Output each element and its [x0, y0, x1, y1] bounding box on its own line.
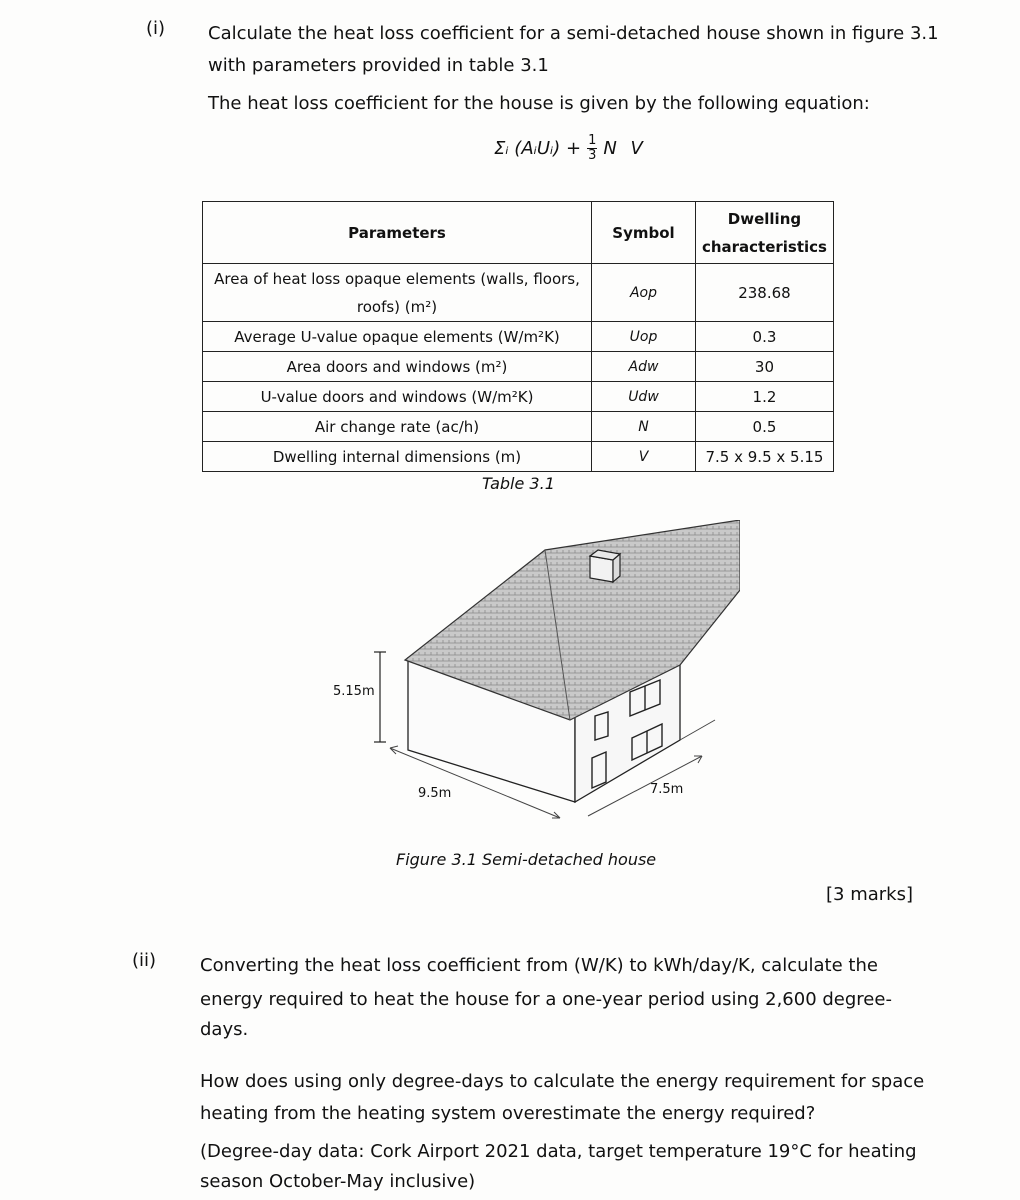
- symbol-cell: V: [592, 442, 696, 472]
- length-label: 9.5m: [418, 786, 452, 801]
- header-parameters: Parameters: [203, 202, 592, 264]
- param-cell: Dwelling internal dimensions (m): [203, 442, 592, 472]
- figure-caption: Figure 3.1 Semi-detached house: [396, 850, 657, 869]
- value-cell: 1.2: [695, 382, 833, 412]
- marks-label: [3 marks]: [826, 884, 913, 905]
- question-i-line-3: The heat loss coefficient for the house is given by the following equation:: [208, 93, 870, 114]
- height-dimension: [374, 652, 386, 742]
- param-cell: Area doors and windows (m²): [203, 352, 592, 382]
- parameters-table: [202, 201, 834, 472]
- question-ii-line-5: heating from the heating system overestimate the energy required?: [200, 1103, 816, 1124]
- param-cell: Area of heat loss opaque elements (walls, floors, roofs) (m²): [203, 264, 592, 322]
- width-label: 7.5m: [650, 782, 684, 797]
- fraction-numerator: 1: [588, 132, 597, 148]
- param-cell: Air change rate (ac/h): [203, 412, 592, 442]
- table-row: [203, 352, 834, 382]
- table-caption: Table 3.1: [482, 474, 555, 493]
- value-cell: 0.3: [695, 322, 833, 352]
- heat-loss-equation: [494, 131, 643, 165]
- symbol-cell: N: [592, 412, 696, 442]
- question-ii-line-4: How does using only degree-days to calculate the energy requirement for space: [200, 1071, 925, 1092]
- question-i-line-2: with parameters provided in table 3.1: [208, 55, 549, 76]
- height-label: 5.15m: [333, 684, 375, 699]
- value-cell: 0.5: [695, 412, 833, 442]
- equation-tail: N V: [603, 137, 643, 159]
- table-header-row: [203, 202, 834, 264]
- symbol-cell: Uop: [592, 322, 696, 352]
- symbol-cell: Aop: [592, 264, 696, 322]
- question-number-i: (i): [146, 18, 166, 39]
- symbol-cell: Udw: [592, 382, 696, 412]
- question-i-line-1: Calculate the heat loss coefficient for a semi-detached house shown in figure 3.1: [208, 23, 939, 44]
- table-row: [203, 442, 834, 472]
- value-cell: 30: [695, 352, 833, 382]
- fraction-denominator: 3: [588, 147, 597, 163]
- question-number-ii: (ii): [132, 950, 157, 971]
- symbol-cell: Adw: [592, 352, 696, 382]
- value-cell: 238.68: [695, 264, 833, 322]
- table-row: [203, 264, 834, 322]
- table-row: [203, 322, 834, 352]
- param-cell: Average U-value opaque elements (W/m²K): [203, 322, 592, 352]
- question-ii-line-2: energy required to heat the house for a one-year period using 2,600 degree-: [200, 989, 892, 1010]
- equation-fraction: [587, 134, 597, 163]
- equation-sum: Σᵢ (AᵢUᵢ) +: [494, 137, 582, 159]
- table-row: [203, 412, 834, 442]
- question-ii-line-3: days.: [200, 1019, 249, 1040]
- question-ii-line-6: (Degree-day data: Cork Airport 2021 data, target temperature 19°C for heating: [200, 1141, 917, 1162]
- question-ii-line-1: Converting the heat loss coefficient from (W/K) to kWh/day/K, calculate the: [200, 955, 878, 976]
- param-cell: U-value doors and windows (W/m²K): [203, 382, 592, 412]
- header-symbol: Symbol: [592, 202, 696, 264]
- header-dwelling-characteristics: Dwelling characteristics: [695, 202, 833, 264]
- value-cell: 7.5 x 9.5 x 5.15: [695, 442, 833, 472]
- question-ii-line-7: season October-May inclusive): [200, 1171, 476, 1192]
- table-row: [203, 382, 834, 412]
